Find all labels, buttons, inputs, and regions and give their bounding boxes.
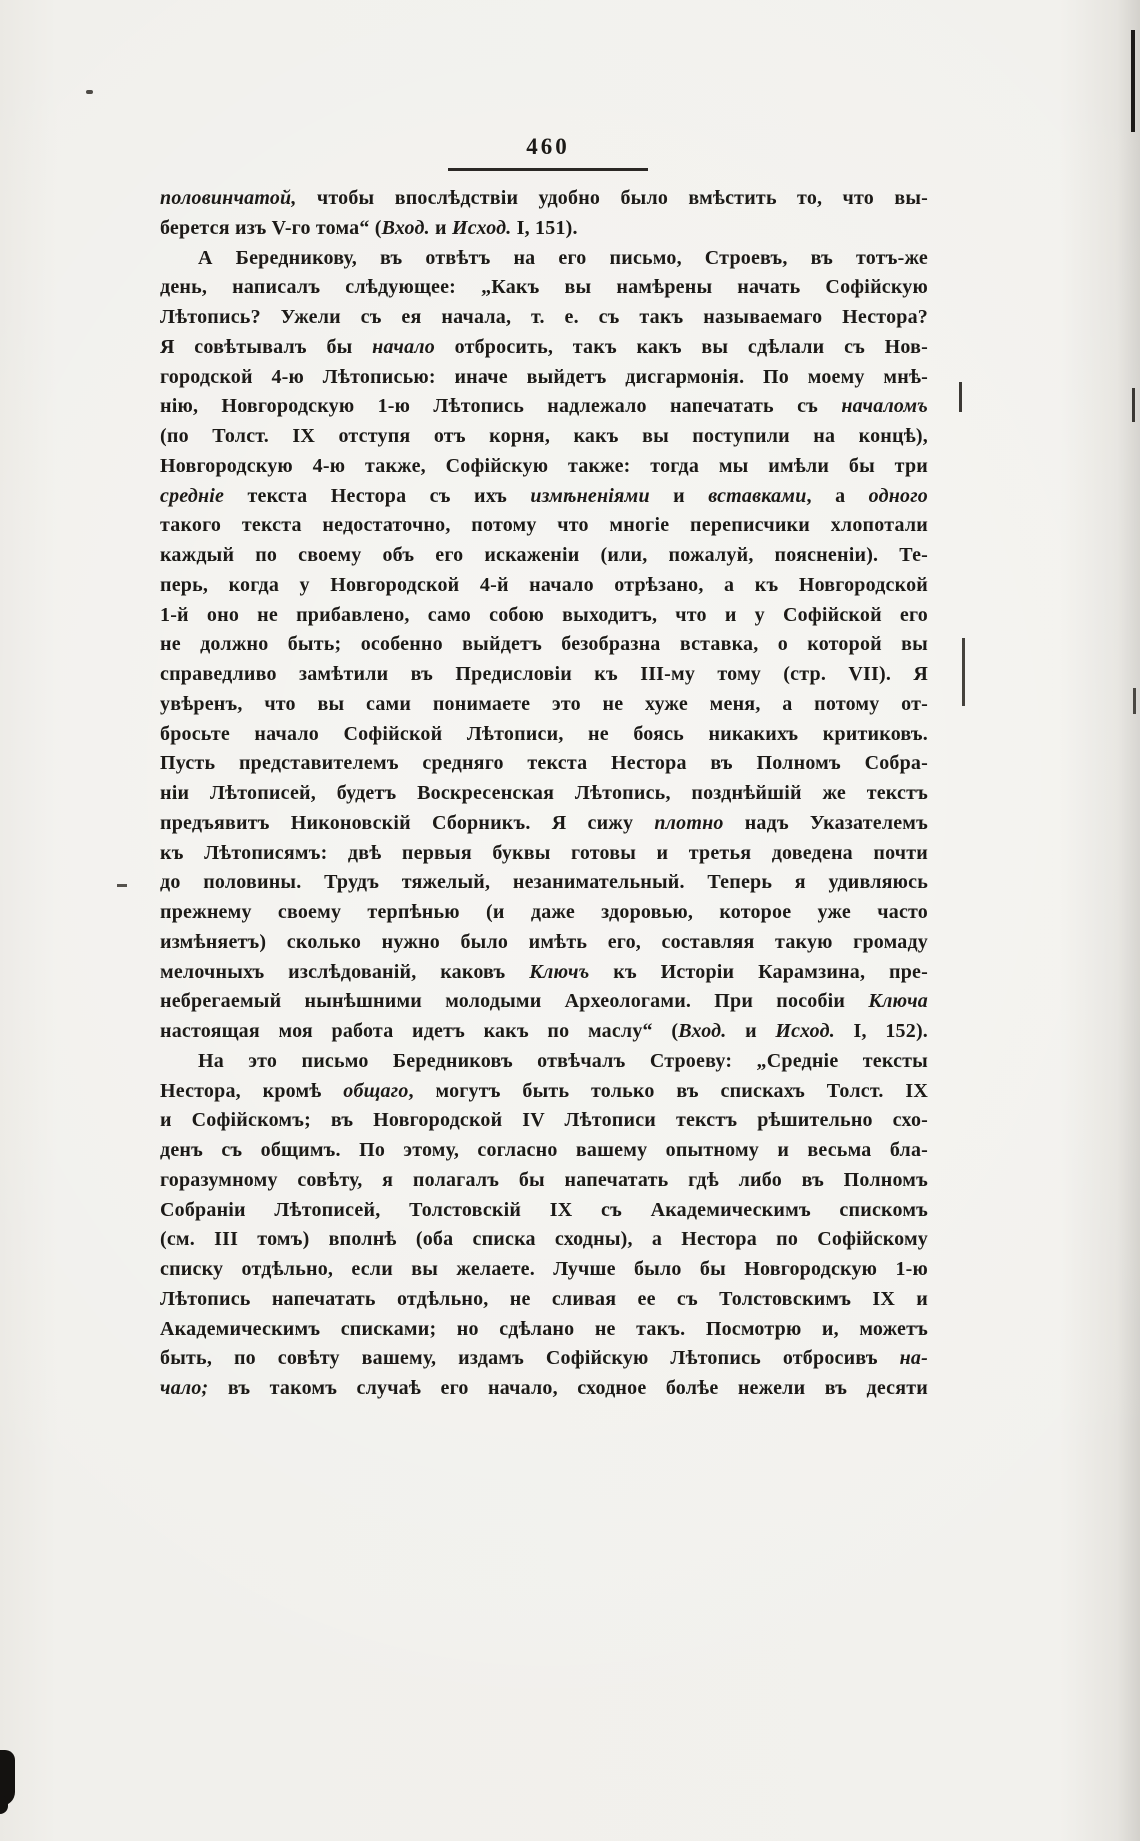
text-run: и: [429, 216, 452, 239]
text-line: [160, 1374, 928, 1404]
text-line: [160, 898, 928, 928]
text-line: [160, 690, 928, 720]
text-run-italic: началомъ: [841, 395, 928, 418]
text-run: I, 152).: [834, 1020, 928, 1042]
text-run: не должно быть; особенно выйдетъ безобразна вставка, о которой вы: [160, 633, 928, 656]
text-run-italic: вставками: [708, 484, 807, 507]
text-run: Лѣтопись? Ужели съ ея начала, т. е. съ такъ называемаго Нестора?: [160, 306, 928, 328]
margin-pencil-mark-1: [959, 382, 962, 412]
text-line: [160, 720, 928, 750]
text-run: А Бередникову, въ отвѣтъ на его письмо, Строевъ, въ тотъ-же: [198, 246, 928, 269]
scan-artifact-right-edge-2: [1133, 688, 1136, 714]
text-run-italic: Исход.: [451, 216, 512, 239]
margin-dash-mark: [117, 884, 127, 887]
margin-pencil-mark-2: [962, 638, 965, 706]
text-line: [160, 1017, 928, 1047]
text-line: [160, 482, 928, 512]
text-run-italic: измѣненіями: [530, 484, 650, 507]
text-run: денъ съ общимъ. По этому, согласно вашему опытному и весьма бла-: [160, 1139, 928, 1161]
text-line: [160, 958, 928, 988]
text-run: , могутъ быть только въ спискахъ Толст. IX: [408, 1079, 928, 1102]
text-line: [160, 333, 928, 363]
text-line: [160, 392, 928, 422]
text-run: (см. III томъ) вполнѣ (оба списка сходны), а Нестора по Софійскому: [160, 1228, 928, 1251]
text-run: 1-й оно не прибавлено, само собою выходитъ, что и у Софійской его: [160, 603, 928, 626]
text-line: [160, 571, 928, 601]
text-run: небрегаемый нынѣшними молодыми Археологами. При пособіи: [160, 990, 869, 1013]
text-run: нію, Новгородскую 1-ю Лѣтопись надлежало напечатать съ: [160, 395, 842, 418]
text-run: до половины. Трудъ тяжелый, незанимательный. Теперь я удивляюсь: [160, 871, 928, 894]
text-line: [160, 303, 928, 333]
text-run-italic: средніе: [160, 484, 225, 507]
text-run: надъ Указателемъ: [723, 811, 928, 834]
text-line: [160, 928, 928, 958]
text-run: Нестора, кромѣ: [160, 1079, 344, 1102]
text-line: [160, 244, 928, 274]
text-run: горазумному совѣту, я полагалъ бы напечатать гдѣ либо въ Полномъ: [160, 1168, 928, 1191]
text-line: [160, 839, 928, 869]
text-run: списку отдѣльно, если вы желаете. Лучше было бы Новгородскую 1-ю: [160, 1258, 928, 1280]
text-line: [160, 868, 928, 898]
text-line: [160, 184, 928, 214]
text-run: настоящая моя работа идетъ какъ по маслу“ (: [160, 1020, 679, 1042]
text-run-italic: общаго: [343, 1079, 409, 1102]
text-run: На это письмо Бередниковъ отвѣчалъ Строеву: „Средніе тексты: [198, 1049, 928, 1072]
text-run: къ Лѣтописямъ: двѣ первыя буквы готовы и третья доведена почти: [160, 841, 928, 864]
text-run: бросьте начало Софійской Лѣтописи, не боясь никакихъ критиковъ.: [160, 722, 928, 745]
text-line: [160, 1166, 928, 1196]
scan-artifact-right-edge-top: [1131, 30, 1135, 132]
text-run-italic: чало;: [160, 1377, 209, 1399]
text-run-italic: Вход.: [381, 216, 430, 239]
text-line: [160, 987, 928, 1017]
text-line: [160, 1225, 928, 1255]
text-run: и: [649, 484, 709, 507]
text-run: къ Исторіи Карамзина, пре-: [589, 960, 928, 983]
scan-artifact-right-edge-1: [1132, 388, 1135, 422]
text-run-italic: на-: [899, 1347, 928, 1370]
text-line: [160, 809, 928, 839]
text-line: [160, 1196, 928, 1226]
text-run: Пусть представителемъ средняго текста Нестора въ Полномъ Собра-: [160, 752, 928, 775]
text-run: ніи Лѣтописей, будетъ Воскресенская Лѣтопись, позднѣйшій же текстъ: [160, 782, 928, 804]
text-run-italic: Ключъ: [529, 960, 590, 983]
text-run: Лѣтопись напечатать отдѣльно, не сливая ее съ Толстовскимъ IX и: [160, 1287, 928, 1310]
text-line: [160, 363, 928, 393]
text-run: Собраніи Лѣтописей, Толстовскій IX съ Академическимъ спискомъ: [160, 1198, 928, 1221]
text-run-italic: Вход.: [678, 1020, 727, 1042]
text-line: [160, 541, 928, 571]
text-line: [160, 214, 928, 244]
text-run: измѣняетъ) сколько нужно было имѣть его, составляя такую громаду: [160, 930, 928, 953]
text-run: предъявитъ Никоновскій Сборникъ. Я сижу: [160, 811, 655, 834]
text-run: увѣренъ, что вы сами понимаете это не хуже меня, а потому от-: [160, 692, 928, 715]
text-run: текста Нестора съ ихъ: [224, 484, 531, 507]
text-line: [160, 1315, 928, 1345]
text-line: [160, 601, 928, 631]
text-line: [160, 779, 928, 809]
text-run-italic: плотно: [654, 811, 724, 834]
text-run-italic: половинчатой,: [160, 187, 297, 209]
text-line: [160, 1136, 928, 1166]
text-run: Новгородскую 4-ю также, Софійскую также: тогда мы имѣли бы три: [160, 454, 928, 477]
text-line: [160, 630, 928, 660]
text-run: Академическимъ списками; но сдѣлано не такъ. Посмотрю и, можетъ: [160, 1317, 928, 1340]
text-run: быть, по совѣту вашему, издамъ Софійскую Лѣтопись отбросивъ: [160, 1347, 900, 1370]
scan-ink-blob-2: [0, 1796, 8, 1814]
text-run: мелочныхъ изслѣдованій, каковъ: [160, 960, 530, 983]
text-line: [160, 660, 928, 690]
text-line: [160, 1255, 928, 1285]
text-run: городской 4-ю Лѣтописью: иначе выйдетъ дисгармонія. По моему мнѣ-: [160, 365, 928, 388]
page-text: [160, 184, 928, 1404]
text-line: [160, 422, 928, 452]
text-line: [160, 749, 928, 779]
text-line: [160, 511, 928, 541]
text-run: прежнему своему терпѣнью (и даже здоровью, которое уже часто: [160, 901, 928, 923]
text-run: берется изъ V-го тома“ (: [160, 216, 382, 239]
text-run-italic: одного: [868, 484, 928, 507]
text-run-italic: Ключа: [868, 990, 928, 1013]
text-run: (по Толст. IX отступя отъ корня, какъ вы поступили на концѣ),: [160, 425, 928, 447]
text-run: и Софійскомъ; въ Новгородской IV Лѣтописи текстъ рѣшительно схо-: [160, 1109, 928, 1132]
text-run: день, написалъ слѣдующее: „Какъ вы намѣрены начать Софійскую: [160, 276, 928, 299]
text-run: въ такомъ случаѣ его начало, сходное болѣе нежели въ десяти: [208, 1377, 928, 1399]
text-run-italic: начало: [372, 335, 435, 358]
text-run: перь, когда у Новгородской 4-й начало отрѣзано, а къ Новгородской: [160, 573, 928, 596]
text-run: Я совѣтывалъ бы: [160, 335, 373, 358]
text-run: I, 151).: [511, 216, 578, 239]
text-run: каждый по своему объ его искаженіи (или, пожалуй, поясненіи). Те-: [160, 544, 928, 566]
text-line: [160, 1344, 928, 1374]
text-line: [160, 1106, 928, 1136]
text-run-italic: Исход.: [775, 1020, 835, 1042]
page-number: 460: [448, 134, 648, 171]
text-line: [160, 452, 928, 482]
text-line: [160, 1285, 928, 1315]
text-run: отбросить, такъ какъ вы сдѣлали съ Нов-: [434, 335, 928, 358]
text-run: справедливо замѣтили въ Предисловіи къ III-му тому (стр. VII). Я: [160, 663, 928, 685]
text-line: [160, 1077, 928, 1107]
text-line: [160, 273, 928, 303]
text-run: такого текста недостаточно, потому что многіе переписчики хлопотали: [160, 514, 928, 537]
text-line: [160, 1047, 928, 1077]
text-run: , а: [806, 484, 869, 507]
text-run: чтобы впослѣдствіи удобно было вмѣстить то, что вы-: [296, 187, 928, 209]
text-run: и: [726, 1020, 776, 1042]
scan-speck: [86, 90, 93, 94]
